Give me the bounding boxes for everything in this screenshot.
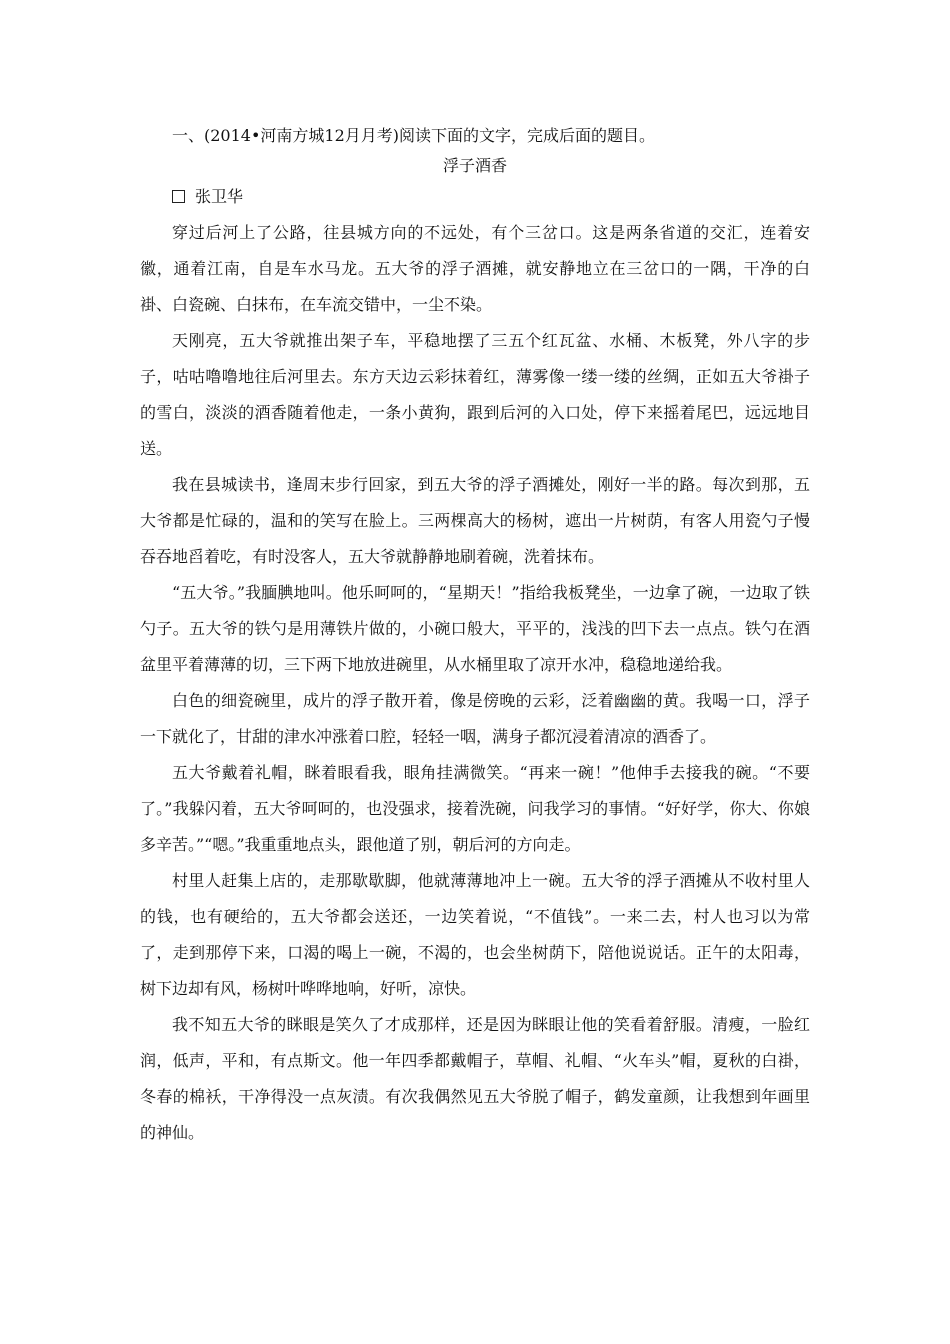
article-paragraph: 我在县城读书，逢周末步行回家，到五大爷的浮子酒摊处，刚好一半的路。每次到那，五大爷都是忙碌的，温和的笑写在脸上。三两棵高大的杨树，遮出一片树荫，有客人用瓷勺子慢吞吞地舀着吃，有时没客人，五大爷就静静地刷着碗，洗着抹布。 [140, 475, 810, 566]
article-title: 浮子酒香 [442, 156, 507, 175]
document-content [140, 121, 810, 1151]
article-paragraph: 我不知五大爷的眯眼是笑久了才成那样，还是因为眯眼让他的笑看着舒服。清瘦，一脸红润，低声，平和，有点斯文。他一年四季都戴帽子，草帽、礼帽、“火车头”帽，夏秋的白褂，冬春的棉袄，干净得没一点灰渍。有次我偶然见五大爷脱了帽子，鹤发童颜，让我想到年画里的神仙。 [140, 1015, 810, 1142]
article-body [140, 215, 810, 1151]
question-heading: 一、(2014•河南方城12月月考)阅读下面的文字，完成后面的题目。 [172, 126, 656, 145]
checkbox-square-icon [172, 190, 185, 203]
article-paragraph: 白色的细瓷碗里，成片的浮子散开着，像是傍晚的云彩，泛着幽幽的黄。我喝一口，浮子一下就化了，甘甜的津水冲涨着口腔，轻轻一咽，满身子都沉浸着清凉的酒香了。 [140, 691, 810, 746]
article-paragraph: “五大爷。”我腼腆地叫。他乐呵呵的，“星期天！”指给我板凳坐，一边拿了碗，一边取了铁勺子。五大爷的铁勺是用薄铁片做的，小碗口般大，平平的，浅浅的凹下去一点点。铁勺在酒盆里平着薄薄的切，三下两下地放进碗里，从水桶里取了凉开水冲，稳稳地递给我。 [140, 583, 810, 674]
article-paragraph: 村里人赶集上店的，走那歇歇脚，他就薄薄地冲上一碗。五大爷的浮子酒摊从不收村里人的钱，也有硬给的，五大爷都会送还，一边笑着说，“不值钱”。一来二去，村人也习以为常了，走到那停下来，口渴的喝上一碗，不渴的，也会坐树荫下，陪他说说话。正午的太阳毒，树下边却有风，杨树叶哗哗地响，好听，凉快。 [140, 871, 810, 998]
article-paragraph: 天刚亮，五大爷就推出架子车，平稳地摆了三五个红瓦盆、水桶、木板凳，外八字的步子，咕咕噜噜地往后河里去。东方天边云彩抹着红，薄雾像一缕一缕的丝绸，正如五大爷褂子的雪白，淡淡的酒香随着他走，一条小黄狗，跟到后河的入口处，停下来摇着尾巴，远远地目送。 [140, 331, 810, 458]
article-paragraph: 五大爷戴着礼帽，眯着眼看我，眼角挂满微笑。“再来一碗！”他伸手去接我的碗。“不要了。”我躲闪着，五大爷呵呵的，也没强求，接着洗碗，问我学习的事情。“好好学，你大、你娘多辛苦。”“嗯。”我重重地点头，跟他道了别，朝后河的方向走。 [140, 763, 810, 854]
article-author: 张卫华 [195, 187, 244, 206]
article-author-line [140, 181, 810, 213]
article-paragraph: 穿过后河上了公路，往县城方向的不远处，有个三岔口。这是两条省道的交汇，连着安徽，通着江南，自是车水马龙。五大爷的浮子酒摊，就安静地立在三岔口的一隅，干净的白褂、白瓷碗、白抹布，在车流交错中，一尘不染。 [140, 223, 810, 314]
